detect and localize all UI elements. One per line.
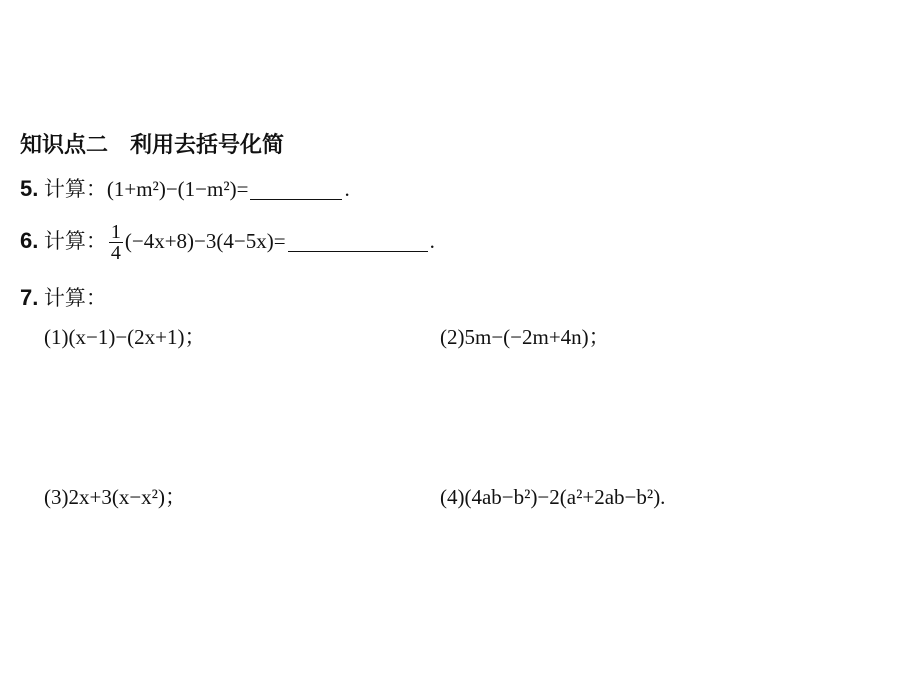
question-6-fraction: [109, 222, 123, 263]
question-5-expression: (1+m²)−(1−m²)=: [106, 177, 249, 201]
question-7-part-1: (1)(x−1)−(2x+1)；: [44, 325, 206, 349]
question-7-keyword: 计算：: [43, 286, 107, 310]
question-6-answer-blank[interactable]: [288, 231, 428, 252]
question-7: [20, 284, 107, 312]
question-6-number: 6.: [20, 228, 39, 253]
question-6: [20, 218, 435, 264]
question-7-part-4: (4)(4ab−b²)−2(a²+2ab−b²).: [440, 485, 666, 509]
question-5-end: .: [344, 177, 350, 201]
fraction-denominator: 4: [110, 242, 121, 265]
question-7-part-2: (2)5m−(−2m+4n)；: [440, 325, 610, 349]
question-7-number: 7.: [20, 285, 39, 310]
question-6-expression: (−4x+8)−3(4−5x)=: [124, 229, 286, 253]
section-heading-text: 知识点二 利用去括号化简: [20, 133, 285, 158]
question-6-end: .: [429, 229, 435, 253]
question-6-keyword: 计算：: [43, 229, 107, 253]
question-7-part-3: (3)2x+3(x−x²)；: [44, 485, 186, 509]
fraction-numerator: 1: [110, 221, 121, 244]
section-heading: [20, 132, 284, 160]
question-5-number: 5.: [20, 176, 39, 201]
question-5-keyword: 计算：: [43, 177, 107, 201]
question-5-answer-blank[interactable]: [250, 179, 342, 200]
question-5: [20, 175, 350, 203]
